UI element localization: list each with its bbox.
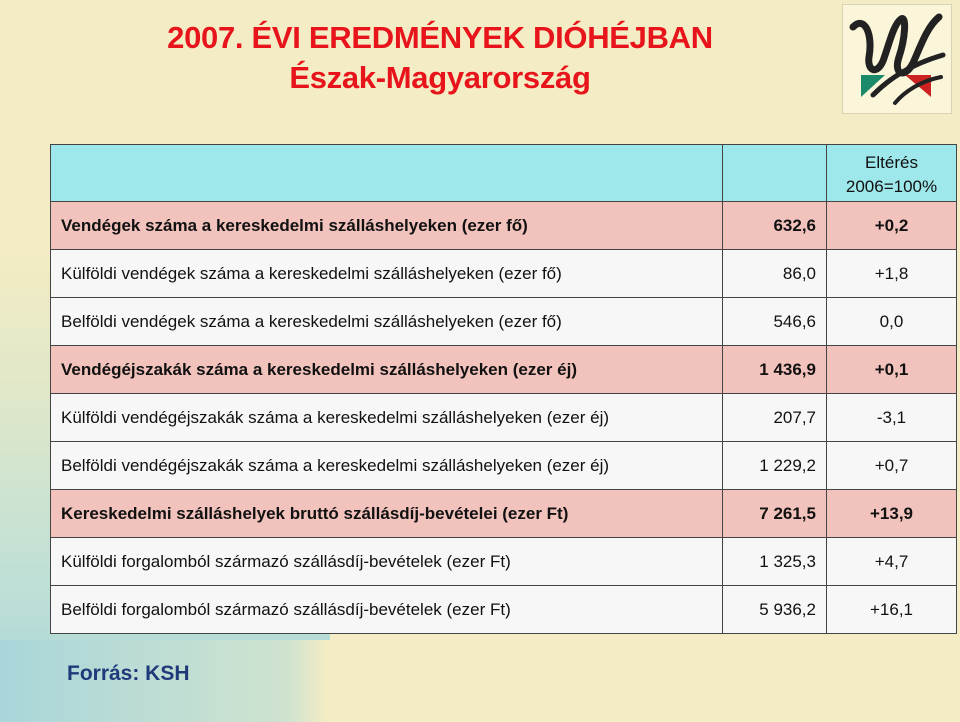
table-row	[51, 298, 957, 346]
table-row	[51, 250, 957, 298]
header-value-cell	[723, 145, 827, 202]
row-value: 86,0	[723, 250, 827, 298]
table-header-row	[51, 145, 957, 202]
table-row	[51, 586, 957, 634]
row-label: Külföldi vendégek száma a kereskedelmi szálláshelyeken (ezer fő)	[51, 250, 723, 298]
header-diff-base: 2006=100%	[845, 177, 938, 196]
logo-mark-icon	[843, 5, 951, 113]
row-diff: +1,8	[827, 250, 957, 298]
row-label: Belföldi vendégek száma a kereskedelmi szálláshelyeken (ezer fő)	[51, 298, 723, 346]
row-value: 207,7	[723, 394, 827, 442]
row-label: Vendégéjszakák száma a kereskedelmi szálláshelyeken (ezer éj)	[51, 346, 723, 394]
row-label: Külföldi vendégéjszakák száma a kereskedelmi szálláshelyeken (ezer éj)	[51, 394, 723, 442]
row-value: 7 261,5	[723, 490, 827, 538]
row-diff: -3,1	[827, 394, 957, 442]
header-diff-cell	[827, 145, 957, 202]
table-row	[51, 202, 957, 250]
header-label-cell	[51, 145, 723, 202]
title-line-2: Észak-Magyarország	[289, 60, 591, 95]
header-diff-title: Eltérés	[865, 153, 918, 172]
row-diff: +0,7	[827, 442, 957, 490]
row-diff: +16,1	[827, 586, 957, 634]
row-diff: +13,9	[827, 490, 957, 538]
row-label: Külföldi forgalomból származó szállásdíj-bevételek (ezer Ft)	[51, 538, 723, 586]
table-row	[51, 538, 957, 586]
row-value: 1 229,2	[723, 442, 827, 490]
table-row	[51, 346, 957, 394]
row-label: Belföldi vendégéjszakák száma a kereskedelmi szálláshelyeken (ezer éj)	[51, 442, 723, 490]
row-label: Vendégek száma a kereskedelmi szálláshelyeken (ezer fő)	[51, 202, 723, 250]
row-value: 1 325,3	[723, 538, 827, 586]
title-line-1: 2007. ÉVI EREDMÉNYEK DIÓHÉJBAN	[167, 20, 713, 55]
row-label: Kereskedelmi szálláshelyek bruttó szállásdíj-bevételei (ezer Ft)	[51, 490, 723, 538]
row-diff: +0,2	[827, 202, 957, 250]
page-title	[90, 18, 790, 98]
table-row	[51, 442, 957, 490]
row-value: 546,6	[723, 298, 827, 346]
row-diff: +0,1	[827, 346, 957, 394]
row-label: Belföldi forgalomból származó szállásdíj-bevételek (ezer Ft)	[51, 586, 723, 634]
row-value: 5 936,2	[723, 586, 827, 634]
logo	[842, 4, 952, 114]
row-value: 1 436,9	[723, 346, 827, 394]
row-value: 632,6	[723, 202, 827, 250]
statistics-table	[50, 144, 957, 634]
row-diff: 0,0	[827, 298, 957, 346]
table-row	[51, 490, 957, 538]
row-diff: +4,7	[827, 538, 957, 586]
table-row	[51, 394, 957, 442]
source-note: Forrás: KSH	[67, 662, 190, 685]
